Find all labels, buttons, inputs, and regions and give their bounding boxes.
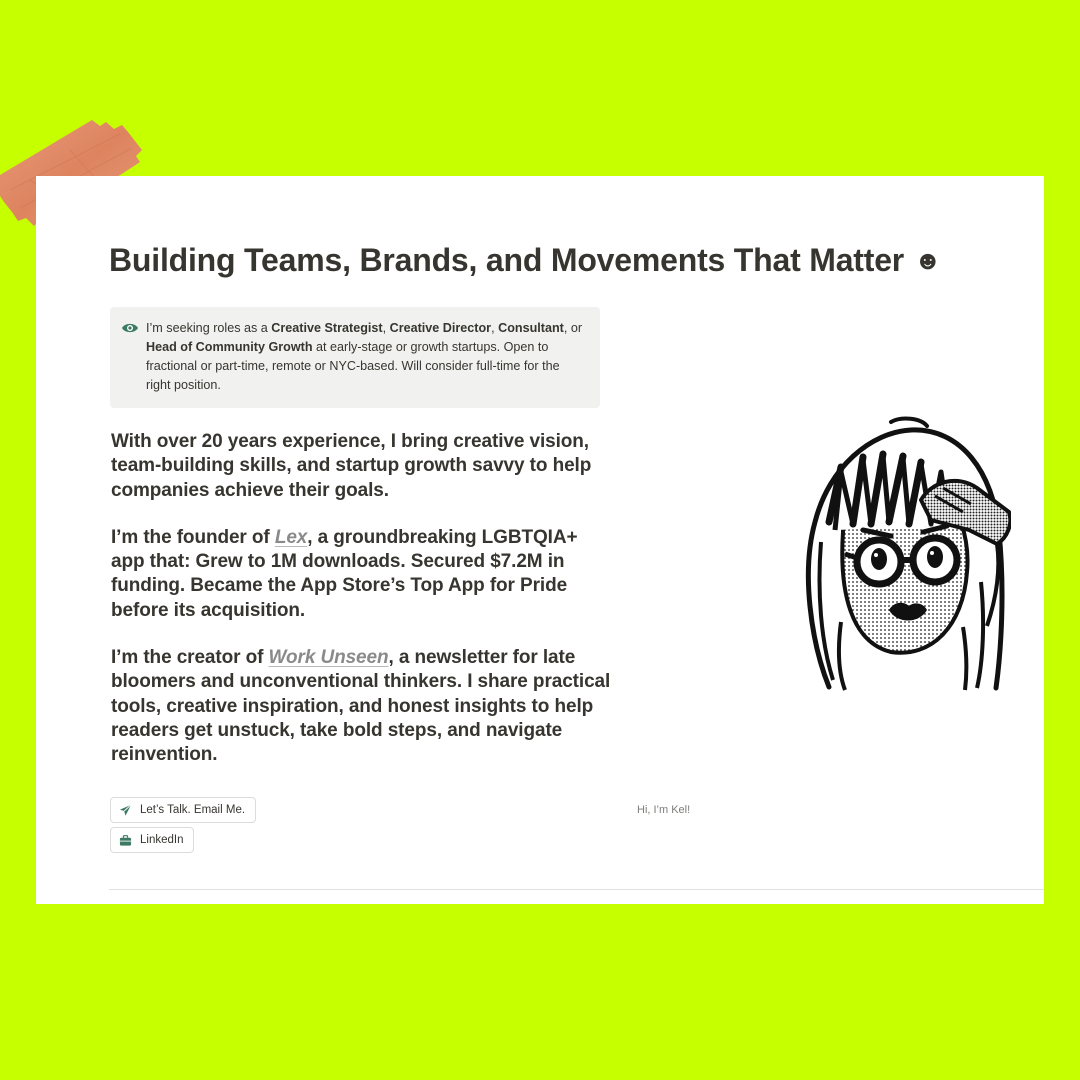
paper-plane-icon bbox=[119, 804, 132, 817]
eye-icon bbox=[121, 321, 139, 335]
divider bbox=[109, 889, 1044, 890]
portrait-caption: Hi, I’m Kel! bbox=[637, 804, 691, 816]
bio-paragraph-experience: With over 20 years experience, I bring creative vision, team-building skills, and startup growth savvy to help companies achieve their goals. bbox=[111, 431, 592, 501]
lex-link[interactable]: Lex bbox=[274, 526, 308, 548]
role-creative-strategist: Creative Strategist bbox=[271, 321, 383, 335]
callout-text: I’m seeking roles as a Creative Strategist, Creative Director, Consultant, or Head of Community Growth at early-stage or growth startups. Open to fractional or part-time, remote or NYC-based. Will consider full-time for the right position. bbox=[146, 321, 583, 392]
page-title: Building Teams, Brands, and Movements That Matter ☻ bbox=[109, 242, 942, 278]
smiley-icon: ☻ bbox=[914, 245, 942, 275]
bio-paragraph-work-unseen: I’m the creator of Work Unseen, a newsletter for late bloomers and unconventional thinkers. I share practical tools, creative inspiration, and honest insights to help readers get unstuck, take bold steps, and navigate reinvention. bbox=[111, 647, 611, 766]
linkedin-button[interactable] bbox=[110, 827, 194, 853]
bio-paragraph-lex: I’m the founder of Lex, a groundbreaking LGBTQIA+ app that: Grew to 1M downloads. Secured $7.2M in funding. Became the App Store’s Top App for Pride before its acquisition. bbox=[111, 526, 578, 621]
role-consultant: Consultant bbox=[498, 321, 564, 335]
bio-section bbox=[111, 430, 611, 791]
role-creative-director: Creative Director bbox=[389, 321, 492, 335]
page-card bbox=[36, 176, 1044, 904]
role-head-community-growth: Head of Community Growth bbox=[146, 340, 313, 354]
portrait-illustration bbox=[771, 412, 1011, 694]
callout-box bbox=[110, 307, 600, 408]
email-button-label: Let’s Talk. Email Me. bbox=[140, 804, 246, 816]
briefcase-icon bbox=[119, 834, 132, 847]
email-button[interactable] bbox=[110, 797, 256, 823]
linkedin-button-label: LinkedIn bbox=[140, 834, 184, 846]
work-unseen-link[interactable]: Work Unseen bbox=[268, 647, 389, 669]
